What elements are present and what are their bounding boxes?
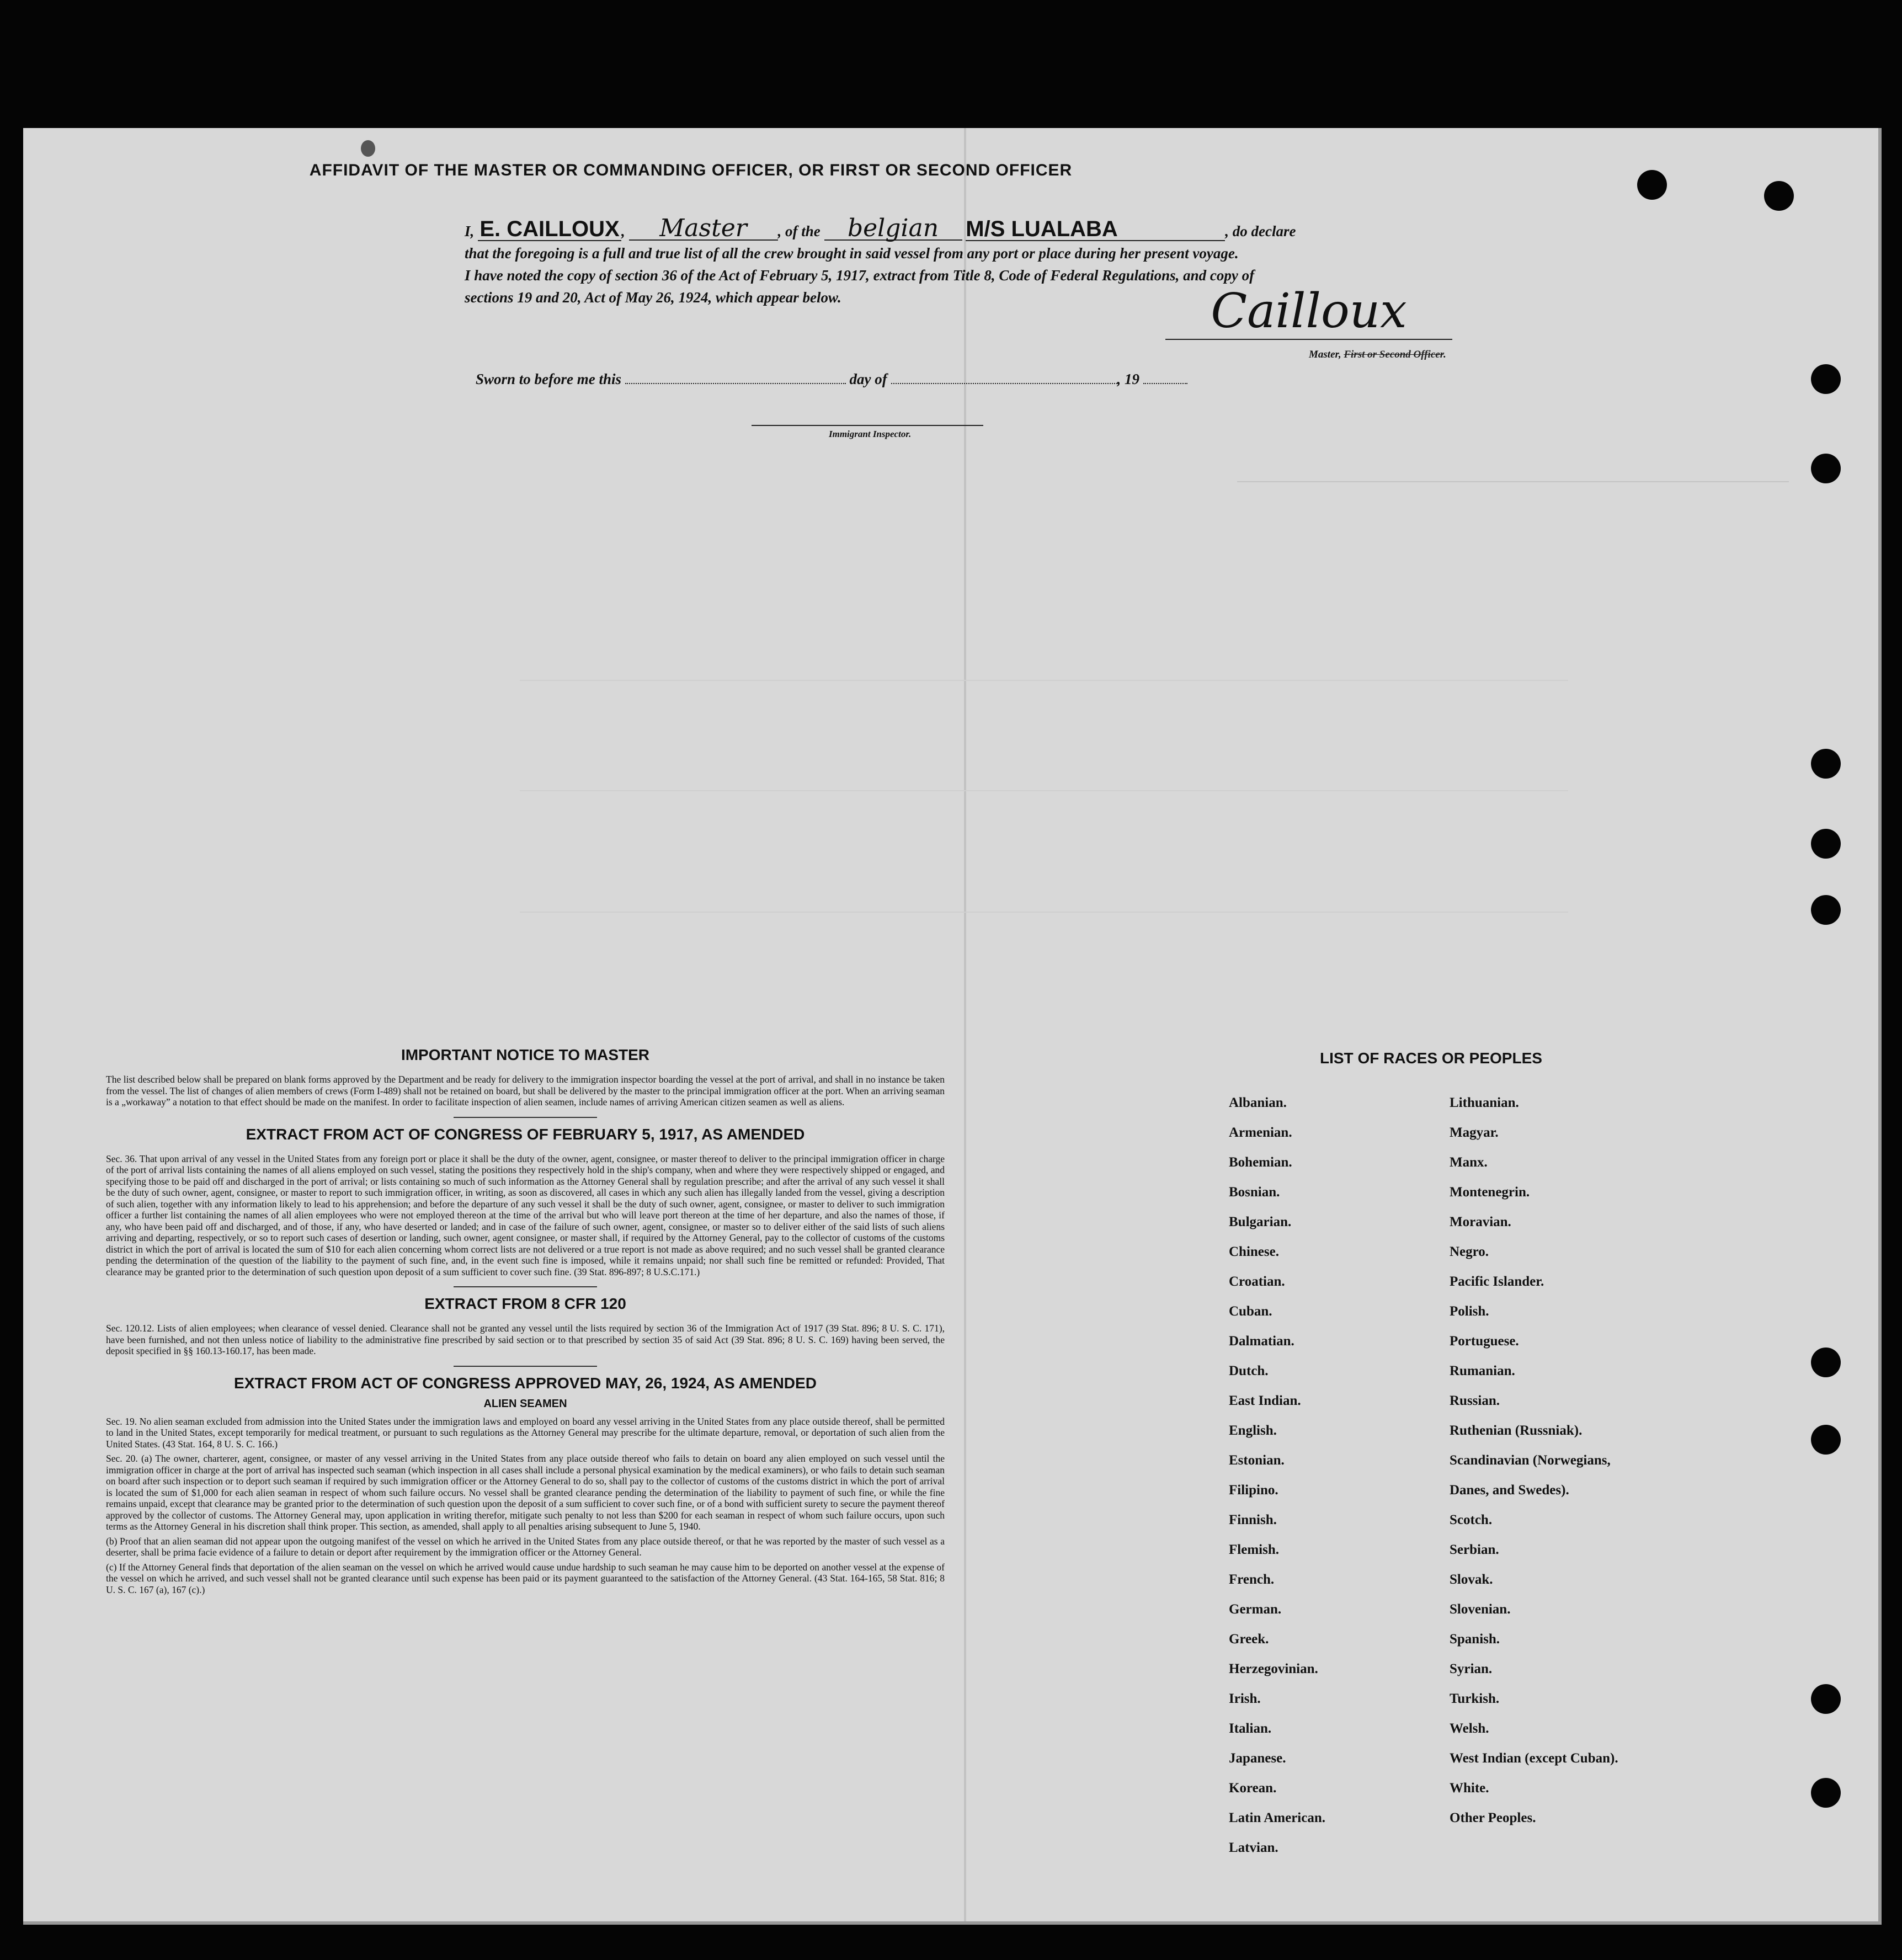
race-item: Armenian. (1229, 1125, 1292, 1140)
show-through-mark (520, 790, 1568, 791)
race-item: Portuguese. (1450, 1334, 1519, 1349)
race-item: Scandinavian (Norwegians, (1450, 1453, 1611, 1468)
punch-hole (1811, 1778, 1841, 1808)
race-item: Slovak. (1450, 1572, 1493, 1587)
declaration-prefix: I, (465, 223, 475, 239)
race-item: German. (1229, 1602, 1282, 1617)
divider (454, 1117, 597, 1118)
race-item: West Indian (except Cuban). (1450, 1751, 1618, 1766)
punch-hole (1811, 454, 1841, 483)
race-item: Albanian. (1229, 1095, 1287, 1110)
extract-cfr-text: Sec. 120.12. Lists of alien employees; when clearance of vessel denied. Clearance shall not be granted any vessel until the lists required by section 36 of the Immigration Act of 1917 (39 Stat. 896; 8 U. S. C. 171), have been furnished, and not then unless notice of liability to the administrative fine prescribed by said section or to that prescribed by section 35 of said Act (39 Stat. 896; 8 U. S. C. 169) having been served, the deposit specified in §§ 160.13-160.17, has been made. (106, 1323, 945, 1356)
ink-speck (361, 140, 375, 157)
affidavit-heading: AFFIDAVIT OF THE MASTER OR COMMANDING OFFICER, OR FIRST OR SECOND OFFICER (309, 161, 1073, 179)
race-item: Magyar. (1450, 1125, 1499, 1140)
punch-hole (1637, 170, 1667, 200)
vessel-name: M/S LUALABA (966, 218, 1225, 241)
punch-hole (1811, 1425, 1841, 1455)
punch-hole (1811, 1348, 1841, 1377)
race-item: Syrian. (1450, 1661, 1493, 1676)
race-item: Welsh. (1450, 1721, 1489, 1736)
show-through-mark (520, 680, 1568, 681)
punch-hole (1764, 181, 1794, 211)
race-item: Negro. (1450, 1244, 1489, 1259)
sec-19-text: Sec. 19. No alien seaman excluded from admission into the United States under the immigration laws and employed on board any vessel arriving in the United States from any place outside thereof, shall be permitted to land in the United States, except temporarily for medical treatment, or pursuant to such regulations as the Attorney General may prescribe for the ultimate departure, removal, or deportation of such alien from the United States. (43 Stat. 164, 8 U. S. C. 166.) (106, 1415, 945, 1450)
races-column-1 (1229, 1088, 1325, 1863)
race-item: Japanese. (1229, 1751, 1286, 1766)
show-through-mark (520, 912, 1568, 913)
race-item: Bulgarian. (1229, 1215, 1292, 1229)
sec-20c-text: (c) If the Attorney General finds that deportation of the alien seaman on the vessel on which he arrived would cause undue hardship to such seaman he may cause him to be deported on another vessel at the expense of the vessel on which he arrived, and such vessel shall not be granted clearance until such expense has been paid or its payment guaranteed to the satisfaction of the Attorney General. (43 Stat. 164-165, 58 Stat. 816; 8 U. S. C. 167 (a), 167 (c).) (106, 1561, 945, 1595)
inspector-label: Immigrant Inspector. (829, 429, 912, 439)
master-signature: Cailloux (1165, 284, 1452, 340)
race-item: Bohemian. (1229, 1155, 1292, 1170)
day-of-label: day of (849, 371, 887, 387)
race-item: Cuban. (1229, 1304, 1272, 1319)
show-through-mark (1237, 481, 1789, 482)
sig-label-struck: First or Second Officer (1344, 349, 1444, 360)
sworn-year-blank (1143, 383, 1187, 384)
race-item: Filipino. (1229, 1483, 1278, 1498)
divider (454, 1366, 597, 1367)
race-item: Italian. (1229, 1721, 1272, 1736)
race-item: Montenegrin. (1450, 1185, 1530, 1200)
race-item: Korean. (1229, 1781, 1277, 1796)
rank-handwritten: Master (629, 217, 778, 241)
race-item: Chinese. (1229, 1244, 1279, 1259)
race-item: Danes, and Swedes). (1450, 1483, 1569, 1498)
sig-label-end: . (1443, 349, 1446, 360)
sworn-label: Sworn to before me this (476, 371, 622, 387)
extract-1917-text: Sec. 36. That upon arrival of any vessel in the United States from any foreign port or place it shall be the duty of the owner, agent, consignee, or master thereof to deliver to the principal immigration officer in charge of the port of arrival lists containing the names of all aliens employed on such vessel, stating the positions they respectively hold in the ship's company, when and where they were respectively shipped or engaged, and specifying those to be paid off and discharged in the port of arrival; or lists containing so much of such information as the Attorney General shall by regulation prescribe; and after the arrival of any such vessel it shall be the duty of such owner, agent, consignee, or master to report to such immigration officer, in writing, as soon as discovered, all cases in which any such alien has illegally landed from the vessel, giving a description of such alien, together with any information likely to lead to his apprehension; and before the departure of any such vessel it shall be the duty of such owner, agent, consignee, or master to deliver to such immigration officer a further list containing the names of all alien employees who were not employed thereon at the time of the arrival but who will leave port thereon at the time of her departure, and also the names of those, if any, who have been paid off and discharged, and of those, if any, who have deserted or landed; and in case of the failure of such owner, agent, consignee, or master so to deliver either of the said lists of such aliens arriving and departing, respectively, or so to report such cases of desertion or landing, such owner, agent consignee, or master shall, if required by the Attorney General, pay to the collector of customs of the customs district in which the port of arrival is located the sum of $10 for each alien concerning whom correct lists are not delivered or a true report is not made as above required; and no such vessel shall be granted clearance pending the determination of the question of the liability to the payment of such fine, and, in the event such fine is imposed, while it remains unpaid; nor shall such fine be remitted or refunded: Provided, That clearance may be granted prior to the determination of such question upon deposit of a sum sufficient to cover such fine. (39 Stat. 896-897; 8 U.S.C.171.) (106, 1153, 945, 1277)
year-label: , 19 (1117, 371, 1140, 387)
name-comma: , (621, 223, 625, 239)
legal-text-column (106, 1038, 945, 1599)
race-item: Greek. (1229, 1632, 1269, 1647)
declaration-line-4: sections 19 and 20, Act of May 26, 1924, which appear below. (465, 289, 841, 306)
nationality-handwritten: belgian (824, 217, 962, 241)
race-item: White. (1450, 1781, 1489, 1796)
punch-hole (1811, 749, 1841, 779)
notice-text: The list described below shall be prepared on blank forms approved by the Department and be ready for delivery to the immigration inspector boarding the vessel at the port of arrival, and shall in no instance be taken from the vessel. The list of changes of alien members of crews (Form I-489) shall not be retained on board, but shall be delivered by the master to the principal immigration officer at the port. When an arriving seaman is a „workaway” a notation to that effect should be made on the manifest. In order to facilitate inspection of alien seamen, include names of arriving American citizen seamen as well as aliens. (106, 1074, 945, 1107)
race-item: Croatian. (1229, 1274, 1285, 1289)
master-name: E. CAILLOUX (478, 218, 621, 241)
sworn-line (476, 371, 1187, 388)
race-item: Estonian. (1229, 1453, 1285, 1468)
race-item: East Indian. (1229, 1393, 1301, 1408)
race-item: Lithuanian. (1450, 1095, 1519, 1110)
race-item: Slovenian. (1450, 1602, 1511, 1617)
sworn-month-blank (891, 383, 1117, 384)
races-column-2 (1450, 1088, 1618, 1833)
race-item: Herzegovinian. (1229, 1661, 1318, 1676)
race-item: Latvian. (1229, 1840, 1278, 1855)
race-item: French. (1229, 1572, 1275, 1587)
race-item: Latin American. (1229, 1810, 1325, 1825)
race-item: Polish. (1450, 1304, 1489, 1319)
notice-heading: IMPORTANT NOTICE TO MASTER (401, 1046, 650, 1063)
document-page (23, 128, 1882, 1925)
sec-20b-text: (b) Proof that an alien seaman did not appear upon the outgoing manifest of the vessel on which he arrived in the United States from any place outside thereof, or that he was reported by the master of such vessel as a deserter, shall be prima facie evidence of a failure to detain or deport after requirement by the immigration officer or the Attorney General. (106, 1535, 945, 1558)
race-item: Moravian. (1450, 1215, 1511, 1229)
race-item: Bosnian. (1229, 1185, 1280, 1200)
punch-hole (1811, 829, 1841, 859)
race-item: Ruthenian (Russniak). (1450, 1423, 1583, 1438)
race-item: Pacific Islander. (1450, 1274, 1544, 1289)
race-item: Russian. (1450, 1393, 1500, 1408)
race-item: Flemish. (1229, 1542, 1279, 1557)
signature-label (1309, 349, 1446, 361)
extract-1917-heading: EXTRACT FROM ACT OF CONGRESS OF FEBRUARY 5, 1917, AS AMENDED (246, 1125, 805, 1143)
divider (454, 1286, 597, 1287)
extract-1924-heading: EXTRACT FROM ACT OF CONGRESS APPROVED MAY, 26, 1924, AS AMENDED (234, 1374, 817, 1392)
sworn-day-blank (625, 383, 846, 384)
race-item: Serbian. (1450, 1542, 1499, 1557)
race-item: Rumanian. (1450, 1364, 1515, 1378)
race-item: Scotch. (1450, 1512, 1493, 1527)
punch-hole (1811, 364, 1841, 394)
race-item: Other Peoples. (1450, 1810, 1536, 1825)
of-the-label: , of the (777, 223, 821, 239)
race-item: Manx. (1450, 1155, 1488, 1170)
alien-seamen-subheading: ALIEN SEAMEN (483, 1397, 567, 1410)
sig-label-master: Master, (1309, 349, 1344, 360)
race-item: Finnish. (1229, 1512, 1277, 1527)
race-item: Spanish. (1450, 1632, 1500, 1647)
race-item: Irish. (1229, 1691, 1261, 1706)
declaration-line-2: that the foregoing is a full and true list of all the crew brought in said vessel from any port or place during her present voyage. (465, 245, 1239, 262)
punch-hole (1811, 1684, 1841, 1714)
races-heading: LIST OF RACES OR PEOPLES (1320, 1050, 1542, 1067)
declaration-line-3: I have noted the copy of section 36 of the Act of February 5, 1917, extract from Title 8, Code of Federal Regulations, and copy of (465, 267, 1255, 284)
punch-hole (1811, 895, 1841, 925)
inspector-signature-line (752, 425, 983, 426)
race-item: Turkish. (1450, 1691, 1500, 1706)
page-fold (964, 128, 966, 1921)
race-item: Dutch. (1229, 1364, 1269, 1378)
extract-cfr-heading: EXTRACT FROM 8 CFR 120 (424, 1295, 626, 1312)
do-declare-label: , do declare (1225, 223, 1296, 239)
race-item: Dalmatian. (1229, 1334, 1294, 1349)
race-item: English. (1229, 1423, 1277, 1438)
sec-20a-text: Sec. 20. (a) The owner, charterer, agent, consignee, or master of any vessel arriving in the United States from any place outside thereof who fails to detain on board any alien employed on such vessel until the immigration officer in charge at the port of arrival has inspected such seaman (which inspection in all cases shall include a personal physical examination by the medical examiners), or who fails to detain such seaman on board after such inspection or to deport such seaman if required by such immigration officer or the Attorney General to do so, shall pay to the collector of customs of the customs district in which the port of arrival is located the sum of $1,000 for each alien seaman in respect of whom such failure occurs. No vessel shall be granted clearance pending the determination of the liability to payment of such fine, or while the fine remains unpaid, except that clearance may be granted prior to the determination of such question upon the deposit of a sum sufficient to cover such fine, or of a bond with sufficient surety to secure the payment thereof approved by the collector of customs. The Attorney General may, upon application in writing therefor, mitigate such penalty to not less than $200 for each seaman in respect of whom such failure occurs, upon such terms as the Attorney General in his discretion shall think proper. This section, as amended, shall apply to all penalties arising subsequent to June 5, 1940. (106, 1453, 945, 1532)
